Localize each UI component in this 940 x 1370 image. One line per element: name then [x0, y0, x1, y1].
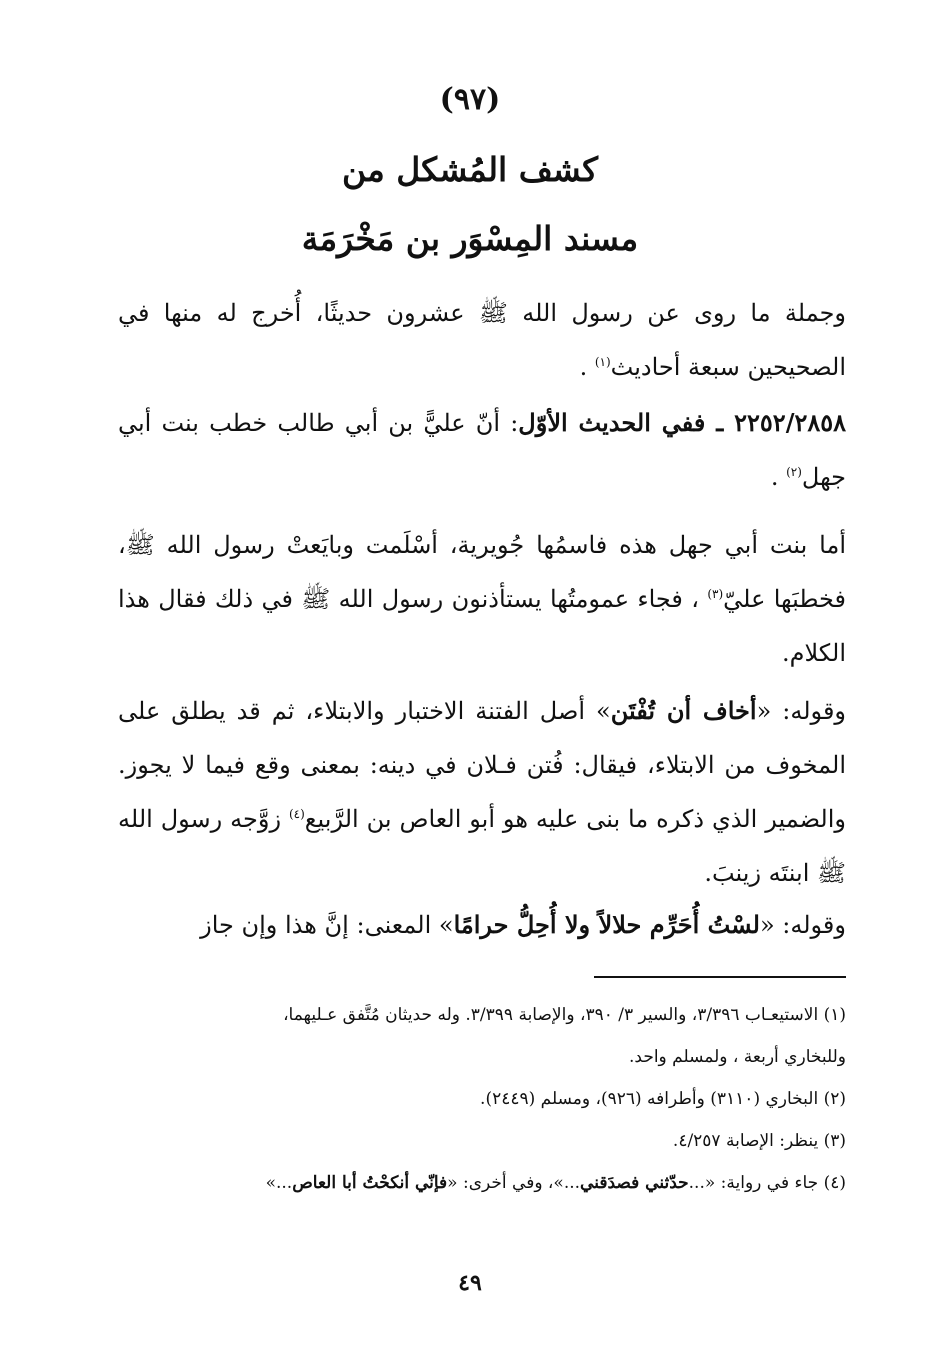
footnote-quote: حدّثني فصدَقني: [580, 1173, 689, 1193]
footnote-ref[interactable]: (٤): [288, 807, 305, 821]
paragraph-text: وقوله: «: [759, 911, 846, 939]
footnote-ref[interactable]: (٣): [707, 587, 724, 601]
footnote-2: (٢) البخاري (٣١١٠) وأطرافه (٩٢٦)، ومسلم (٢٤٤٩).: [480, 1089, 846, 1109]
paragraph-text: » المعنى: إنَّ هذا وإن جاز: [200, 911, 454, 939]
paragraph-text: : أنّ عليًّ بن أبي طالب خطب بنت أبي جهل: [118, 409, 846, 491]
footnote-divider: [594, 976, 846, 978]
footnote-text: ...»: [265, 1173, 293, 1193]
footnotes: [118, 994, 846, 1204]
footnote-ref[interactable]: (١): [594, 355, 611, 369]
quoted-phrase: أخاف أن تُفْتَن: [610, 696, 757, 725]
hadith-number: ٢٢٥٢/٢٨٥٨ ـ: [705, 408, 847, 437]
paragraph-text: .: [579, 353, 595, 381]
chapter-subtitle: مسند المِسْوَر بن مَخْرَمَة: [301, 219, 639, 258]
commentary-paragraph: [118, 898, 846, 952]
commentary-paragraph: [118, 518, 846, 680]
footnote-4: [118, 1162, 846, 1204]
paragraph-text: وجملة ما روى عن رسول الله ﷺ عشرون حديثًا، أُخرج له منها في الصحيحين سبعة أحاديث: [118, 299, 846, 381]
chapter-number: (٩٧): [439, 82, 501, 117]
paragraph-text: أما بنت أبي جهل هذه فاسمُها جُويرية، أسْلَمت وبايَعتْ رسول الله ﷺ، فخطبَها عليّ: [118, 531, 847, 613]
footnote-quote: فإنّي أنكحْتُ أبا العاص: [292, 1173, 448, 1193]
quoted-phrase: لسْتُ أُحَرِّم حلالاً ولا أُحِلُّ حرامًا: [453, 910, 760, 939]
paragraph-text: ، فجاء عمومتُها يستأذنون رسول الله ﷺ في ذلك فقال هذا الكلام.: [118, 585, 846, 667]
footnote-text: ...»، وفي أخرى: «: [447, 1173, 581, 1193]
footnote-ref[interactable]: (٢): [786, 465, 802, 479]
paragraph-text: .: [770, 463, 787, 491]
commentary-paragraph: [118, 684, 846, 900]
paragraph-text: زوَّجه رسول الله ﷺ ابنتَه زينبَ.: [118, 805, 846, 887]
paragraph-text: » أصل الفتنة الاختبار والابتلاء، ثم قد يطلق على المخوف من الابتلاء، فيقال: فُتن فـلان في دينه: بمعنى وقع فيما لا يجوز. والضمير الذي ذكره ما بنى عليه هو أبو العاص بن الرَّبيع: [118, 697, 846, 833]
hadith-lead: ففي الحديث الأوّل: [518, 408, 706, 437]
footnote-1-continuation: وللبخاري أربعة ، ولمسلم واحد.: [629, 1047, 846, 1067]
footnote-1: (١) الاستيعـاب ٣/٣٩٦، والسير ٣/ ٣٩٠، والإصابة ٣/٣٩٩. وله حديثان مُتَّفق عـليهما،: [283, 1005, 846, 1025]
intro-paragraph: [118, 286, 846, 394]
paragraph-text: وقوله: «: [756, 697, 847, 725]
footnote-text: (٤) جاء في رواية: «...: [688, 1173, 846, 1193]
hadith-paragraph: [118, 396, 846, 504]
chapter-title: كشف المُشكل من: [341, 150, 599, 189]
footnote-3: (٣) ينظر: الإصابة ٤/٢٥٧.: [672, 1131, 846, 1151]
page-number: ٤٩: [458, 1270, 482, 1296]
